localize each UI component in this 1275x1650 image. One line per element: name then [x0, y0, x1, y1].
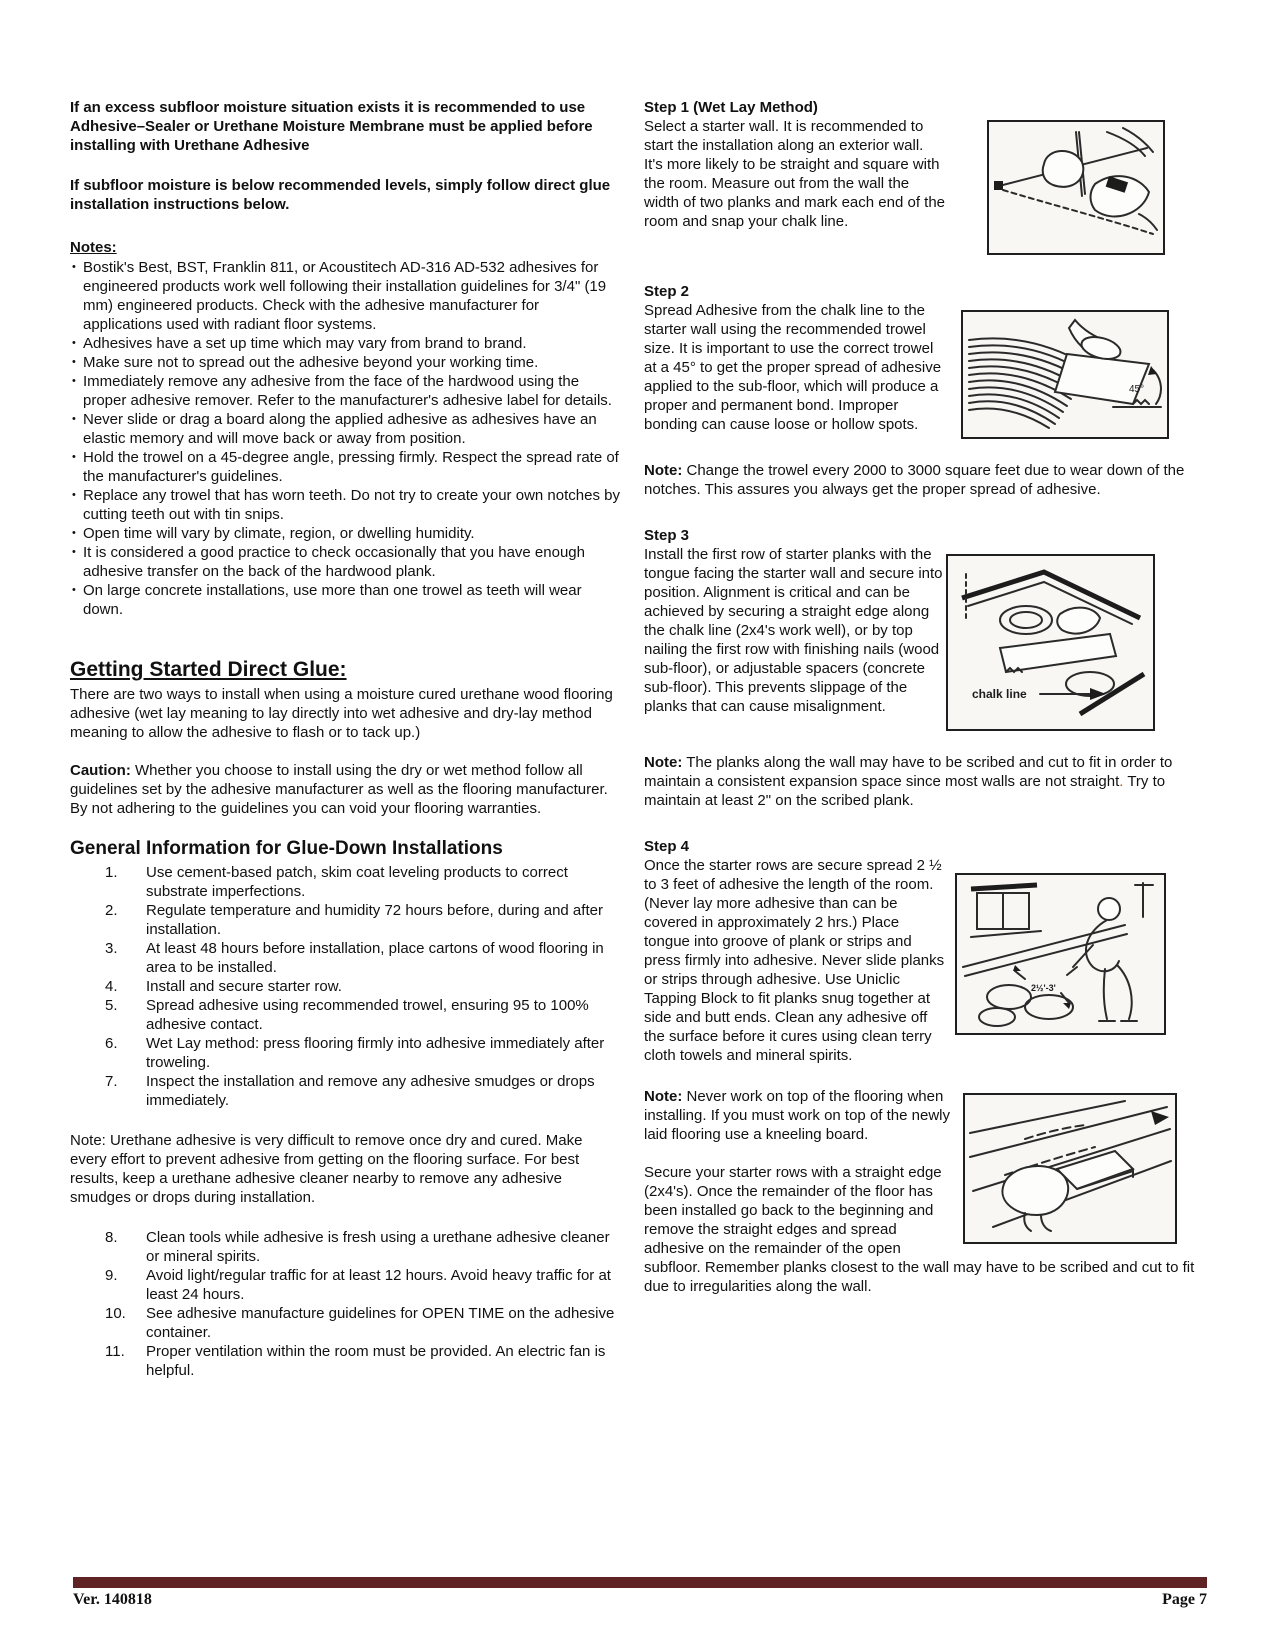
- note-bullet-item: [70, 524, 622, 543]
- footer-page-number: Page 7: [1162, 1591, 1207, 1608]
- note-bullet-item: [70, 353, 622, 372]
- step1-heading: Step 1 (Wet Lay Method): [644, 99, 818, 116]
- caution-paragraph: [70, 761, 622, 818]
- spread-adhesive-illustration: [955, 873, 1166, 1035]
- item-text: See adhesive manufacture guidelines for OPEN TIME on the adhesive container.: [146, 1305, 615, 1341]
- bullet-icon: •: [72, 489, 76, 501]
- bullet-icon: •: [72, 356, 76, 368]
- step2-note: [644, 461, 1217, 499]
- step3-note-label: Note:: [644, 754, 683, 771]
- page-content: [70, 98, 1207, 1380]
- item-text: Avoid light/regular traffic for at least 12 hours. Avoid heavy traffic for at least 24 hours.: [146, 1267, 611, 1303]
- item-number: 1.: [105, 864, 118, 881]
- getting-started-heading: Getting Started Direct Glue:: [70, 658, 347, 681]
- numbered-item: [70, 863, 622, 901]
- step2-body: Spread Adhesive from the chalk line to the starter wall using the recommended trowel size. It is important to use the correct trowel at a 45° to get the proper spread of adhesive applied to the sub-floor, which will produce a proper and permanent bond. Improper bonding can cause loose or hollow spots.: [644, 302, 942, 433]
- step2-note-body: Change the trowel every 2000 to 3000 square feet due to wear down of the notches. This assures you always get the proper spread of adhesive.: [644, 462, 1185, 498]
- step2-text: [644, 282, 946, 434]
- bullet-icon: •: [72, 261, 76, 273]
- item-text: At least 48 hours before installation, place cartons of wood flooring in area to be installed.: [146, 940, 604, 976]
- notes-list: [70, 258, 622, 619]
- note-bullet-item: [70, 581, 622, 619]
- note-bullet-text: Never slide or drag a board along the applied adhesive as adhesives have an elastic memory and will move back or away from position.: [83, 411, 597, 447]
- note-bullet-text: It is considered a good practice to check occasionally that you have enough adhesive transfer on the back of the hardwood plank.: [83, 544, 585, 580]
- step4-heading: Step 4: [644, 838, 690, 855]
- caution-body: Whether you choose to install using the dry or wet method follow all guidelines set by the adhesive manufacturer as well as the flooring manufacturer. By not adhering to the guidelines you can void your flooring warranties.: [70, 762, 608, 817]
- numbered-item: [70, 1304, 622, 1342]
- step1-body: Select a starter wall. It is recommended to start the installation along an exterior wall. It's more likely to be straight and square with the room. Measure out from the wall the width of two planks and mark each end of the room and snap your chalk line.: [644, 118, 946, 230]
- intro-paragraph-2: If subfloor moisture is below recommended levels, simply follow direct glue installation instructions below.: [70, 177, 611, 213]
- left-column: [70, 98, 622, 1380]
- step3-section: [644, 526, 1217, 731]
- step4-body: Once the starter rows are secure spread 2 ½ to 3 feet of adhesive the length of the room. (Never lay more adhesive than can be covered in approximately 2 hrs.) Place tongue into groove of plank or strips and press firmly into adhesive. Never slide planks or strips through adhesive. Use Uniclic Tapping Block to fit planks snug together at side and butt ends. Clean any adhesive off the surface before it cures using clean terry cloth towels and mineral spirits.: [644, 857, 945, 1064]
- note-bullet-item: [70, 448, 622, 486]
- step3-note-body: The planks along the wall may have to be scribed and cut to fit in order to maintain a consistent expansion space since most walls are not straight: [644, 754, 1173, 790]
- bullet-icon: •: [72, 527, 76, 539]
- numbered-item: [70, 939, 622, 977]
- footer-version: Ver. 140818: [73, 1591, 152, 1608]
- numbered-item: [70, 1342, 622, 1380]
- item-number: 7.: [105, 1073, 118, 1090]
- note-bullet-item: [70, 410, 622, 448]
- trowel-illustration: [961, 310, 1169, 439]
- chalk-line-illustration: [987, 120, 1165, 255]
- step3-heading: Step 3: [644, 527, 690, 544]
- general-info-list-1: [70, 863, 622, 1110]
- item-text: Use cement-based patch, skim coat leveling products to correct substrate imperfections.: [146, 864, 568, 900]
- note-bullet-item: [70, 543, 622, 581]
- step3-note-red-period: .: [1119, 773, 1124, 790]
- footer: [73, 1590, 1207, 1609]
- kneeling-note-body: Never work on top of the flooring when installing. If you must work on top of the newly laid flooring use a kneeling board.: [644, 1088, 950, 1143]
- note-bullet-item: [70, 258, 622, 334]
- item-number: 2.: [105, 902, 118, 919]
- starter-planks-illustration: [946, 554, 1155, 731]
- bullet-icon: •: [72, 546, 76, 558]
- right-column: [644, 98, 1217, 1380]
- bullet-icon: •: [72, 337, 76, 349]
- note-bullet-text: Replace any trowel that has worn teeth. Do not try to create your own notches by cutting teeth out with tin snips.: [83, 487, 620, 523]
- closing-paragraph: Secure your starter rows with a straight edge (2x4's). Once the remainder of the floor has been installed go back to the beginning and remove the straight edges and spread adhesive on the remainder of the open subfloor. Remember planks closest to the wall may have to be scribed and cut to fit due to irregularities along the wall.: [644, 1164, 1195, 1295]
- bullet-icon: •: [72, 375, 76, 387]
- note-bullet-text: Make sure not to spread out the adhesive beyond your working time.: [83, 354, 539, 371]
- bullet-icon: •: [72, 584, 76, 596]
- note-bullet-text: Hold the trowel on a 45-degree angle, pressing firmly. Respect the spread rate of the manufacturer's guidelines.: [83, 449, 619, 485]
- step2-note-label: Note:: [644, 462, 683, 479]
- step3-body: Install the first row of starter planks with the tongue facing the starter wall and secure into position. Alignment is critical and can be achieved by securing a straight edge along the chalk line (2x4's work well), or by top nailing the first row with finishing nails (wood sub-floor), or adjustable spacers (concrete sub-floor). This prevents slippage of the planks that can cause misalignment.: [644, 546, 943, 715]
- chalk-line-label: chalk line: [972, 687, 1027, 701]
- item-text: Install and secure starter row.: [146, 978, 342, 995]
- item-number: 5.: [105, 997, 118, 1014]
- intro-paragraph-1: If an excess subfloor moisture situation exists it is recommended to use Adhesive–Sealer or Urethane Moisture Membrane must be applied before installing with Urethane Adhesive: [70, 99, 593, 154]
- kneeling-note-label: Note:: [644, 1088, 683, 1105]
- item-number: 10.: [105, 1305, 126, 1322]
- getting-started-body: There are two ways to install when using a moisture cured urethane wood flooring adhesive (wet lay meaning to lay directly into wet adhesive and dry-lay method meaning to allow the adhesive to flash or to tack up.): [70, 686, 613, 741]
- bullet-icon: •: [72, 451, 76, 463]
- urethane-note: Note: Urethane adhesive is very difficult to remove once dry and cured. Make every effort to prevent adhesive from getting on the flooring surface. For best results, keep a urethane adhesive cleaner nearby to remove any adhesive smudges or drops during installation.: [70, 1132, 583, 1206]
- note-bullet-text: On large concrete installations, use more than one trowel as teeth will wear down.: [83, 582, 582, 618]
- step1-text: [644, 98, 946, 231]
- tapping-block-illustration: [963, 1093, 1177, 1244]
- item-number: 6.: [105, 1035, 118, 1052]
- note-bullet-text: Bostik's Best, BST, Franklin 811, or Acoustitech AD-316 AD-532 adhesives for engineered products work well following their installation guidelines for 3/4" (19 mm) engineered products. Check with the adhesive manufacturer for applications used with radiant floor systems.: [83, 259, 607, 333]
- note-bullet-item: [70, 486, 622, 524]
- item-number: 4.: [105, 978, 118, 995]
- numbered-item: [70, 901, 622, 939]
- numbered-item: [70, 977, 622, 996]
- item-number: 9.: [105, 1267, 118, 1284]
- notes-heading: Notes:: [70, 239, 117, 256]
- item-text: Proper ventilation within the room must be provided. An electric fan is helpful.: [146, 1343, 606, 1379]
- footer-divider-bar: [73, 1577, 1207, 1588]
- item-text: Inspect the installation and remove any adhesive smudges or drops immediately.: [146, 1073, 595, 1109]
- numbered-item: [70, 1034, 622, 1072]
- step3-text: [644, 526, 946, 716]
- general-info-list-2: [70, 1228, 622, 1380]
- step3-note: [644, 753, 1217, 810]
- bullet-icon: •: [72, 413, 76, 425]
- note-bullet-item: [70, 372, 622, 410]
- step4-section: [644, 837, 1217, 1065]
- numbered-item: [70, 996, 622, 1034]
- step1-section: [644, 98, 1217, 255]
- item-number: 3.: [105, 940, 118, 957]
- numbered-item: [70, 1266, 622, 1304]
- note-bullet-text: Open time will vary by climate, region, or dwelling humidity.: [83, 525, 475, 542]
- note-bullet-item: [70, 334, 622, 353]
- item-text: Clean tools while adhesive is fresh using a urethane adhesive cleaner or mineral spirits.: [146, 1229, 610, 1265]
- step3-note-after: Try to maintain at least 2" on the scribed plank.: [644, 773, 1166, 809]
- item-text: Regulate temperature and humidity 72 hours before, during and after installation.: [146, 902, 603, 938]
- item-text: Spread adhesive using recommended trowel, ensuring 95 to 100% adhesive contact.: [146, 997, 589, 1033]
- numbered-item: [70, 1228, 622, 1266]
- general-info-heading: General Information for Glue-Down Installations: [70, 838, 503, 859]
- kneeling-section: [644, 1087, 1217, 1296]
- note-bullet-text: Adhesives have a set up time which may vary from brand to brand.: [83, 335, 527, 352]
- angle-label: 45°: [1129, 384, 1145, 395]
- item-number: 8.: [105, 1229, 118, 1246]
- spread-width-label: 2½'-3': [1031, 983, 1056, 993]
- numbered-item: [70, 1072, 622, 1110]
- note-bullet-text: Immediately remove any adhesive from the face of the hardwood using the proper adhesive remover. Refer to the manufacturer's adhesive label for details.: [83, 373, 612, 409]
- caution-label: Caution:: [70, 762, 131, 779]
- item-number: 11.: [105, 1343, 125, 1360]
- step2-heading: Step 2: [644, 283, 690, 300]
- item-text: Wet Lay method: press flooring firmly into adhesive immediately after troweling.: [146, 1035, 605, 1071]
- step2-section: [644, 282, 1217, 439]
